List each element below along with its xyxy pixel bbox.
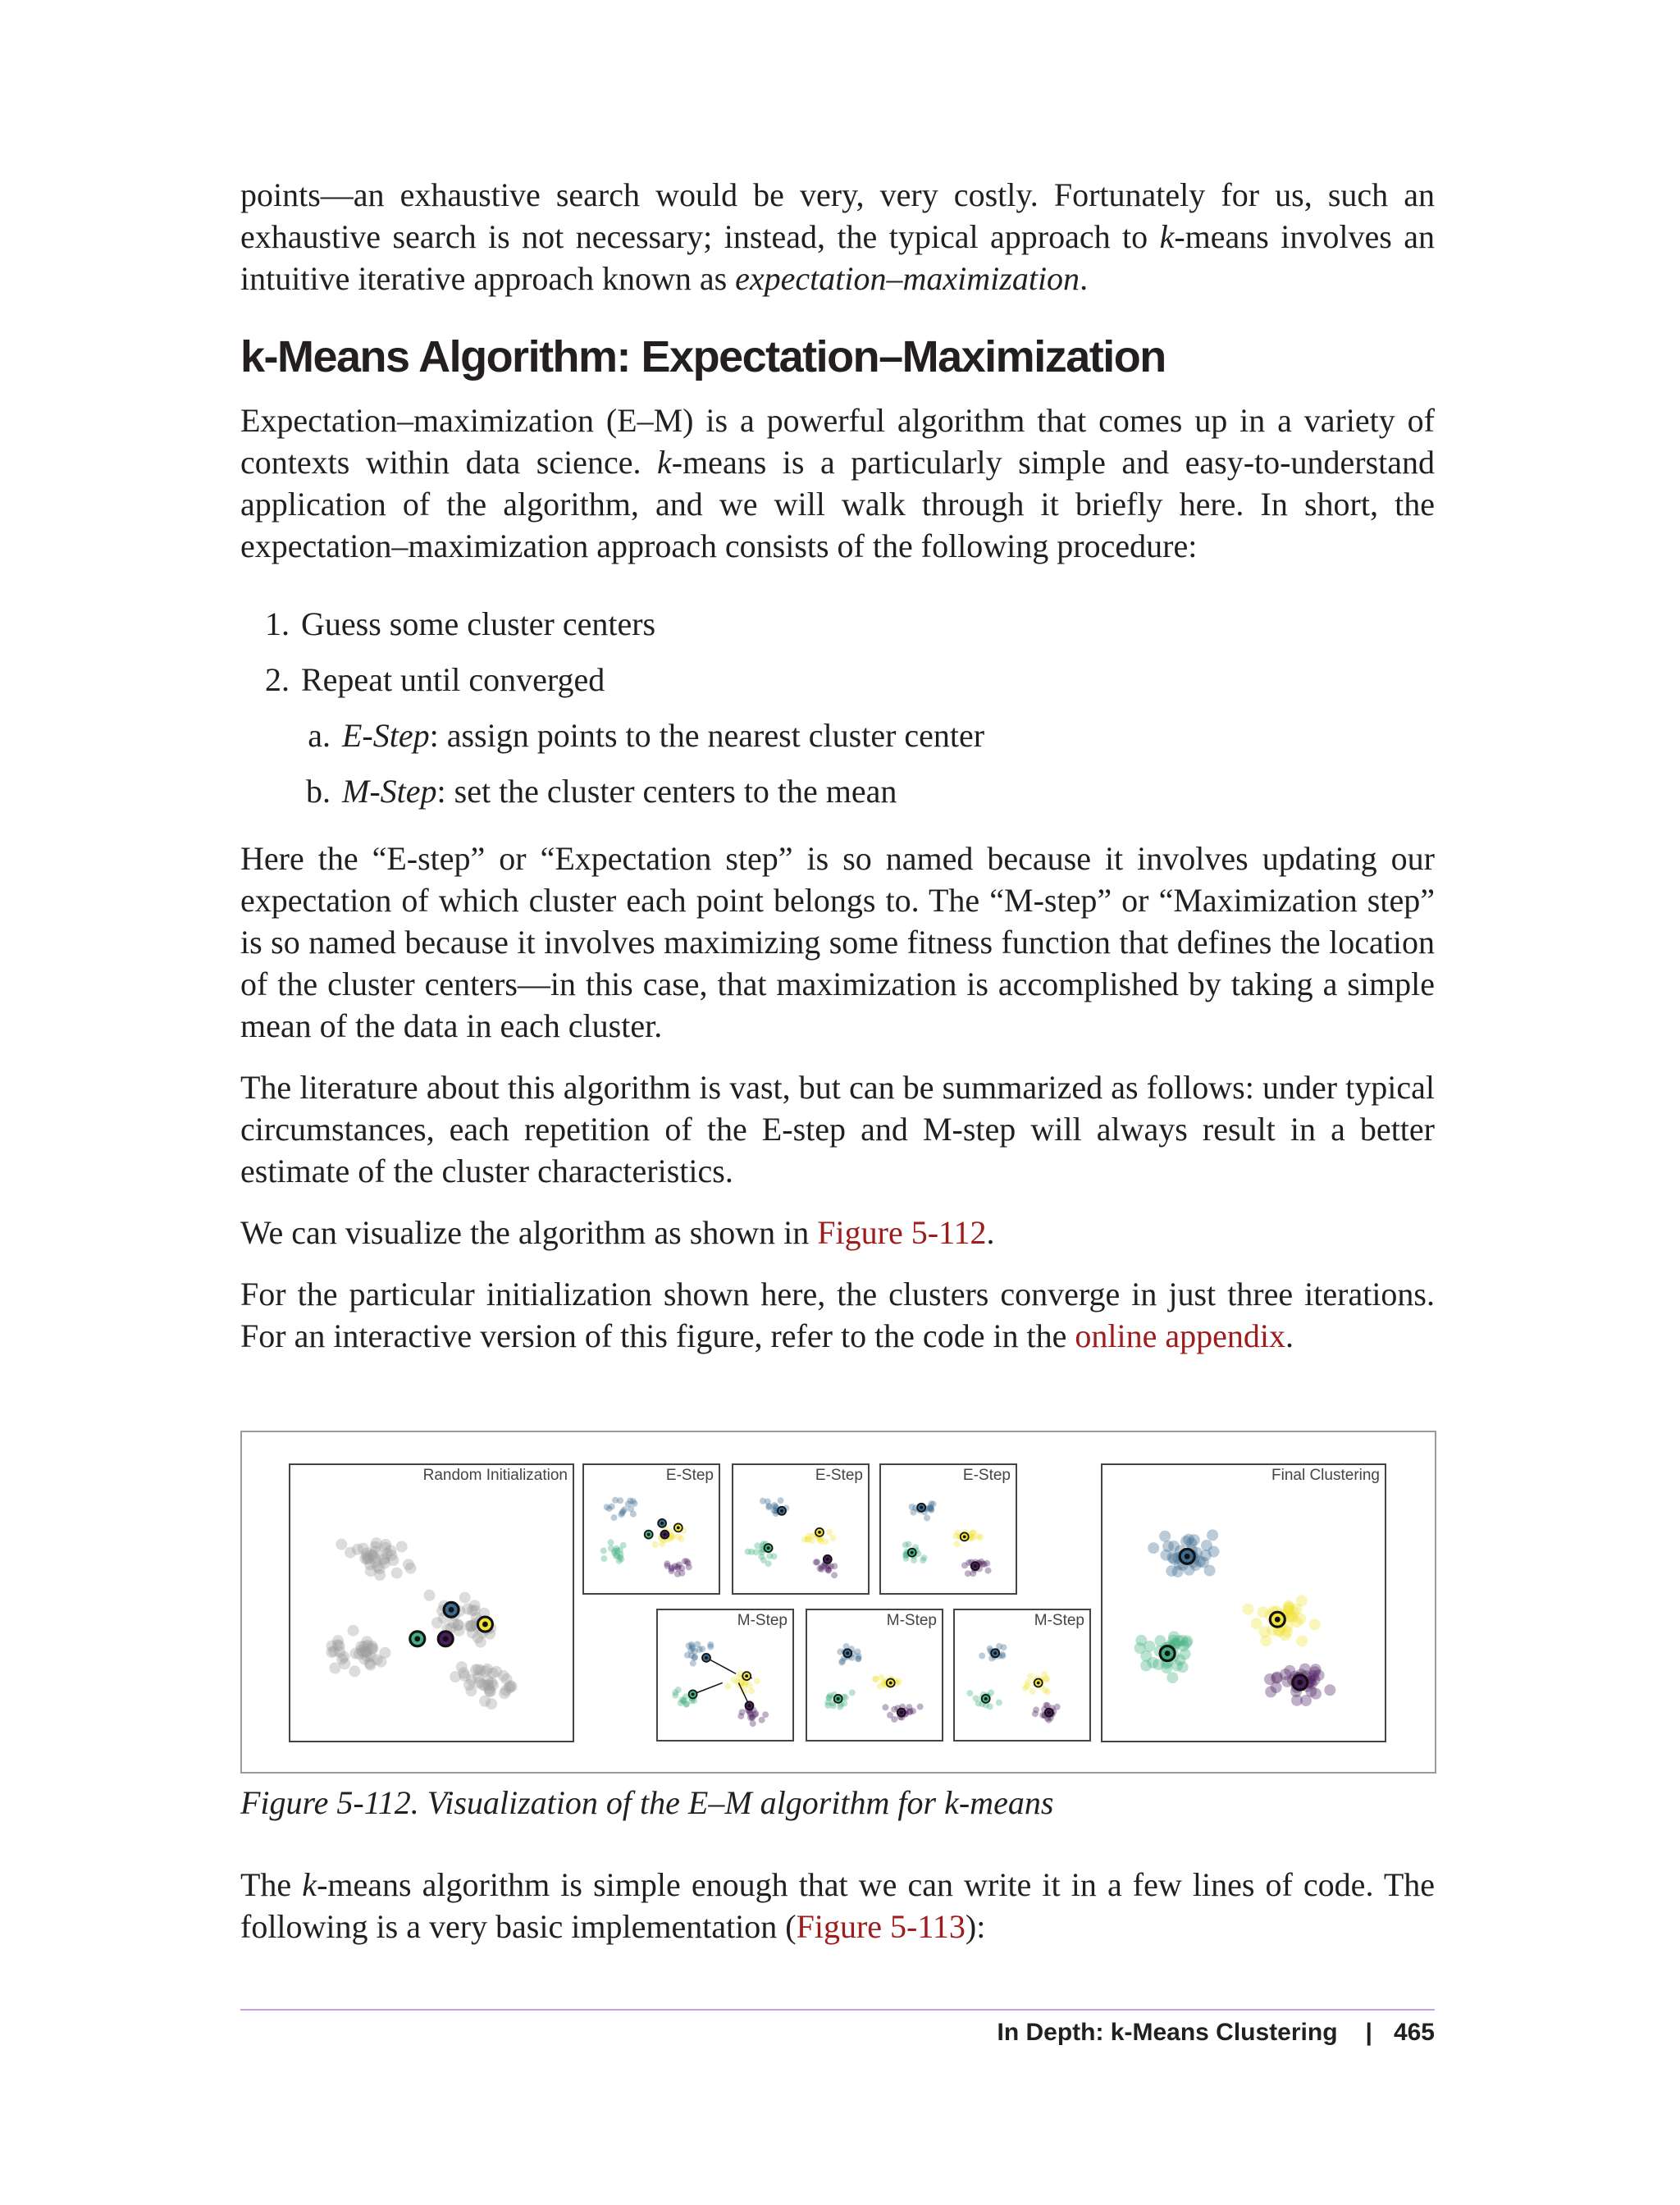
data-point (608, 1545, 614, 1552)
data-point (678, 1700, 684, 1706)
intro-paragraph (240, 174, 1435, 299)
closing-text (240, 1864, 1435, 1947)
data-point (771, 1553, 778, 1559)
panel-title: M-Step (886, 1612, 937, 1629)
data-point (683, 1558, 690, 1564)
panel-mstep-3 (953, 1609, 1091, 1742)
data-point (1166, 1565, 1177, 1577)
data-point (454, 1625, 465, 1637)
data-point (487, 1679, 499, 1691)
text-run: . (986, 1214, 995, 1251)
data-point (672, 1692, 678, 1699)
data-point (830, 1702, 837, 1709)
data-point (684, 1652, 691, 1659)
data-point (778, 1497, 784, 1504)
cluster-center-dot (837, 1697, 840, 1701)
data-point (1208, 1546, 1220, 1558)
cluster-center-dot (745, 1674, 748, 1678)
data-point (906, 1541, 912, 1548)
cluster-center-dot (748, 1704, 751, 1707)
data-point (737, 1713, 744, 1719)
cluster-center-dot (1297, 1680, 1303, 1686)
sub-list-term: E-Step (342, 717, 430, 754)
data-point (826, 1529, 833, 1536)
data-point (814, 1559, 820, 1565)
cluster-center-dot (780, 1509, 783, 1513)
data-point (604, 1504, 610, 1510)
text-run: . (1080, 260, 1089, 297)
sub-list-text: : set the cluster centers to the mean (436, 773, 897, 810)
italic-k: k (1159, 218, 1175, 255)
italic-k: k (656, 444, 672, 481)
panel-plot (1102, 1465, 1385, 1741)
cluster-center-dot (1165, 1650, 1171, 1656)
data-point (692, 1654, 698, 1660)
emphasis-term: expectation–maximization (735, 260, 1080, 297)
data-point (627, 1498, 633, 1504)
cluster-center-dot (449, 1607, 454, 1613)
data-point (621, 1506, 628, 1513)
text-run: -means algorithm is simple enough that we can write it in a few lines of code. The following is a very basic implementation ( (240, 1866, 1436, 1945)
list-number: 1. (265, 605, 290, 642)
data-point (675, 1687, 682, 1693)
data-point (877, 1683, 883, 1690)
panel-mstep-1 (656, 1609, 794, 1742)
data-point (970, 1534, 976, 1541)
data-point (380, 1539, 391, 1550)
panel-title: Random Initialization (422, 1467, 568, 1484)
data-point (975, 1701, 982, 1707)
panel-estep-3 (879, 1463, 1017, 1595)
data-point (1180, 1648, 1191, 1659)
panel-estep-1 (582, 1463, 720, 1595)
data-point (831, 1563, 838, 1569)
panel-estep-2 (732, 1463, 870, 1595)
data-point (600, 1547, 607, 1554)
data-point (620, 1542, 627, 1549)
center-move-arrow (706, 1658, 736, 1673)
estep-paragraph: Here the “E-step” or “Expectation step” is so named because it involves updating our expectation of which cluster each point belongs to. The “M-step” or “Maximization step” is so named because it involves maximizing some fitness function that defines the location of the cluster centers—in this case, that maximization is accomplished by taking a simple mean of the data in each cluster. (240, 840, 1435, 1044)
data-point (1144, 1641, 1155, 1652)
data-point (872, 1676, 879, 1682)
data-point (469, 1600, 481, 1611)
data-point (676, 1562, 682, 1568)
data-point (1310, 1688, 1322, 1700)
data-point (965, 1570, 971, 1577)
data-point (906, 1704, 913, 1710)
cluster-center-dot (705, 1656, 708, 1659)
data-point (1291, 1616, 1303, 1628)
data-point (911, 1557, 917, 1564)
data-point (630, 1511, 637, 1518)
em-intro-paragraph (240, 399, 1435, 567)
section-heading: k-Means Algorithm: Expectation–Maximization (240, 332, 1166, 381)
data-point (748, 1687, 755, 1694)
list-text: Guess some cluster centers (301, 605, 656, 642)
data-point (1044, 1689, 1051, 1696)
data-point (379, 1553, 390, 1564)
cluster-center-dot (677, 1527, 680, 1530)
appendix-link[interactable]: online appendix (1075, 1317, 1286, 1354)
data-point (1029, 1688, 1036, 1695)
data-point (765, 1499, 771, 1505)
data-point (978, 1534, 984, 1541)
data-point (326, 1646, 337, 1658)
data-point (424, 1590, 436, 1601)
data-point (678, 1570, 685, 1577)
data-point (927, 1504, 934, 1510)
page-footer (997, 2019, 1435, 2047)
data-point (751, 1711, 758, 1718)
panel-random-initialization (289, 1463, 574, 1742)
data-point (339, 1658, 350, 1669)
data-point (365, 1659, 377, 1671)
data-point (611, 1514, 618, 1521)
data-point (759, 1717, 765, 1723)
visualize-paragraph (240, 1212, 1435, 1253)
data-point (707, 1641, 714, 1648)
data-point (1148, 1542, 1159, 1554)
text-run: For the particular initialization shown here, the clusters converge in just three iterations. For an interactive version of this figure, refer to the code in the (240, 1276, 1435, 1354)
footer-section-title: In Depth: k-Means Clustering (997, 2019, 1338, 2046)
data-point (921, 1554, 928, 1561)
data-point (1207, 1529, 1218, 1541)
data-point (486, 1698, 497, 1710)
closing-paragraph (240, 1864, 1435, 1947)
cluster-center-dot (974, 1564, 977, 1568)
figure-link[interactable]: Figure 5-113 (796, 1908, 966, 1945)
data-point (465, 1685, 477, 1696)
data-point (405, 1563, 417, 1574)
list-text: Repeat until converged (301, 661, 605, 698)
footer-separator: | (1365, 2019, 1372, 2046)
cluster-center-dot (647, 1533, 651, 1536)
data-point (329, 1663, 340, 1674)
cluster-center-dot (767, 1546, 770, 1550)
sub-list-item (240, 714, 1435, 757)
data-point (617, 1497, 623, 1504)
data-point (1027, 1673, 1034, 1679)
cluster-center-dot (846, 1651, 849, 1655)
data-point (1204, 1565, 1216, 1577)
data-point (996, 1643, 1002, 1650)
data-point (1054, 1704, 1061, 1710)
cluster-center-dot (692, 1693, 695, 1696)
data-point (659, 1541, 665, 1547)
list-item (240, 659, 1435, 813)
data-point (1159, 1531, 1171, 1542)
data-point (1309, 1618, 1321, 1630)
data-point (1271, 1682, 1282, 1693)
panel-title: Final Clustering (1271, 1467, 1380, 1484)
list-item (240, 603, 1435, 646)
data-point (361, 1547, 372, 1559)
data-point (750, 1720, 756, 1727)
cluster-center-dot (1048, 1711, 1051, 1714)
sub-list-label: a. (308, 717, 331, 754)
data-point (458, 1667, 469, 1678)
data-point (1168, 1554, 1180, 1565)
text-run: . (1285, 1317, 1294, 1354)
sub-list-text: : assign points to the nearest cluster center (429, 717, 985, 754)
initialization-paragraph (240, 1273, 1435, 1357)
cluster-center-dot (993, 1651, 997, 1655)
data-point (762, 1711, 769, 1718)
cluster-center-dot (482, 1622, 488, 1628)
data-point (1258, 1627, 1270, 1638)
data-point (822, 1538, 829, 1545)
data-point (374, 1569, 386, 1581)
figure-link[interactable]: Figure 5-112 (817, 1214, 987, 1251)
data-point (996, 1700, 1002, 1706)
data-point (891, 1706, 897, 1713)
cluster-center-dot (660, 1522, 664, 1525)
data-point (801, 1536, 808, 1543)
data-point (849, 1689, 856, 1696)
data-point (475, 1665, 486, 1677)
text-run: We can visualize the algorithm as shown in (240, 1214, 818, 1251)
data-point (498, 1670, 509, 1682)
italic-k: k (302, 1866, 317, 1903)
data-point (1166, 1672, 1178, 1683)
data-point (506, 1681, 518, 1692)
data-point (825, 1695, 832, 1701)
data-point (887, 1712, 893, 1719)
page-number: 465 (1393, 2019, 1435, 2046)
data-point (678, 1536, 685, 1542)
data-point (379, 1647, 390, 1659)
panel-final-clustering (1101, 1463, 1386, 1742)
sub-list (240, 714, 1435, 813)
data-point (1296, 1636, 1308, 1647)
data-point (614, 1545, 620, 1552)
data-point (882, 1704, 888, 1710)
text-run: Expectation–maximization (E–M) is a powerful algorithm that comes up in a variety of contexts within data science. (240, 402, 1435, 481)
data-point (818, 1566, 824, 1573)
sub-list-label: b. (306, 773, 331, 810)
panel-title: E-Step (962, 1467, 1011, 1484)
footer-rule (240, 2009, 1435, 2011)
data-point (1189, 1534, 1200, 1545)
data-point (1025, 1679, 1031, 1686)
data-point (754, 1678, 760, 1684)
cluster-center-dot (818, 1531, 821, 1534)
data-point (600, 1555, 607, 1562)
data-point (1022, 1685, 1029, 1691)
cluster-center-dot (911, 1551, 914, 1554)
data-point (616, 1558, 623, 1564)
data-point (856, 1653, 862, 1659)
data-point (690, 1660, 696, 1667)
cluster-center-dot (889, 1682, 892, 1685)
cluster-center-dot (963, 1536, 966, 1539)
data-point (664, 1563, 670, 1569)
data-point (724, 1683, 731, 1690)
data-point (909, 1504, 915, 1510)
cluster-center-dot (826, 1558, 829, 1561)
data-point (349, 1665, 360, 1677)
data-point (979, 1653, 985, 1659)
data-point (1168, 1541, 1180, 1552)
data-point (1176, 1635, 1188, 1646)
data-point (988, 1689, 994, 1696)
cluster-center-dot (1037, 1682, 1040, 1685)
text-run: -means involves an intuitive iterative approach known as (240, 218, 1435, 297)
text-run: The (240, 1866, 303, 1903)
data-point (1296, 1595, 1308, 1606)
data-point (985, 1568, 992, 1574)
data-point (396, 1541, 408, 1553)
figure-5-112 (240, 1431, 1436, 1774)
data-point (954, 1541, 961, 1547)
panel-plot (290, 1465, 573, 1741)
data-point (348, 1625, 359, 1637)
data-point (608, 1539, 614, 1545)
figure-caption: Figure 5-112. Visualization of the E–M algorithm for k-means (240, 1784, 1054, 1821)
sub-list-term: M-Step (342, 773, 437, 810)
text-run: points—an exhaustive search would be very, very costly. Fortunately for us, such an exhaustive search is not necessary; instead, the typical approach to (240, 176, 1435, 255)
data-point (355, 1645, 367, 1656)
panel-title: E-Step (665, 1467, 714, 1484)
text-run: ): (965, 1908, 986, 1945)
procedure-list (240, 603, 1435, 813)
cluster-center-dot (414, 1636, 420, 1641)
data-point (961, 1562, 968, 1568)
data-point (1243, 1604, 1254, 1615)
data-point (966, 1690, 973, 1696)
cluster-center-dot (443, 1636, 449, 1641)
sub-list-item (240, 770, 1435, 813)
data-point (1291, 1695, 1303, 1706)
data-point (837, 1649, 843, 1655)
cluster-center-dot (1185, 1554, 1190, 1559)
data-point (1046, 1717, 1052, 1723)
data-point (669, 1532, 675, 1539)
cluster-center-dot (1275, 1617, 1281, 1623)
data-point (391, 1568, 403, 1579)
data-point (1041, 1671, 1048, 1678)
main-text (240, 174, 1435, 1357)
cluster-center-dot (664, 1533, 667, 1536)
data-point (831, 1572, 838, 1578)
cluster-center-dot (920, 1506, 923, 1509)
panel-title: M-Step (737, 1612, 788, 1629)
literature-paragraph: The literature about this algorithm is vast, but can be summarized as follows: under typical circumstances, each repetition of the E-step and M-step will always result in a better estimate of the cluster characteristics. (240, 1069, 1435, 1189)
cluster-center-dot (984, 1697, 988, 1701)
data-point (345, 1547, 356, 1559)
data-point (652, 1541, 659, 1548)
data-point (924, 1515, 930, 1522)
data-point (1032, 1710, 1039, 1717)
panel-title: M-Step (1034, 1612, 1084, 1629)
panel-mstep-2 (806, 1609, 943, 1742)
data-point (688, 1641, 695, 1648)
data-point (459, 1592, 471, 1604)
list-number: 2. (265, 661, 290, 698)
cluster-center-dot (900, 1711, 903, 1714)
data-point (696, 1646, 703, 1653)
data-point (336, 1539, 347, 1550)
data-point (979, 1560, 986, 1567)
data-point (830, 1535, 837, 1541)
data-point (837, 1704, 843, 1710)
text-run: -means is a particularly simple and easy-to-understand application of the algorithm, and we will walk through it briefly here. In short, the expectation–maximization approach consists of the following procedure: (240, 444, 1436, 564)
data-point (765, 1560, 772, 1567)
data-point (1251, 1618, 1262, 1629)
panel-title: E-Step (815, 1467, 863, 1484)
data-point (1324, 1684, 1335, 1696)
data-point (917, 1704, 924, 1710)
